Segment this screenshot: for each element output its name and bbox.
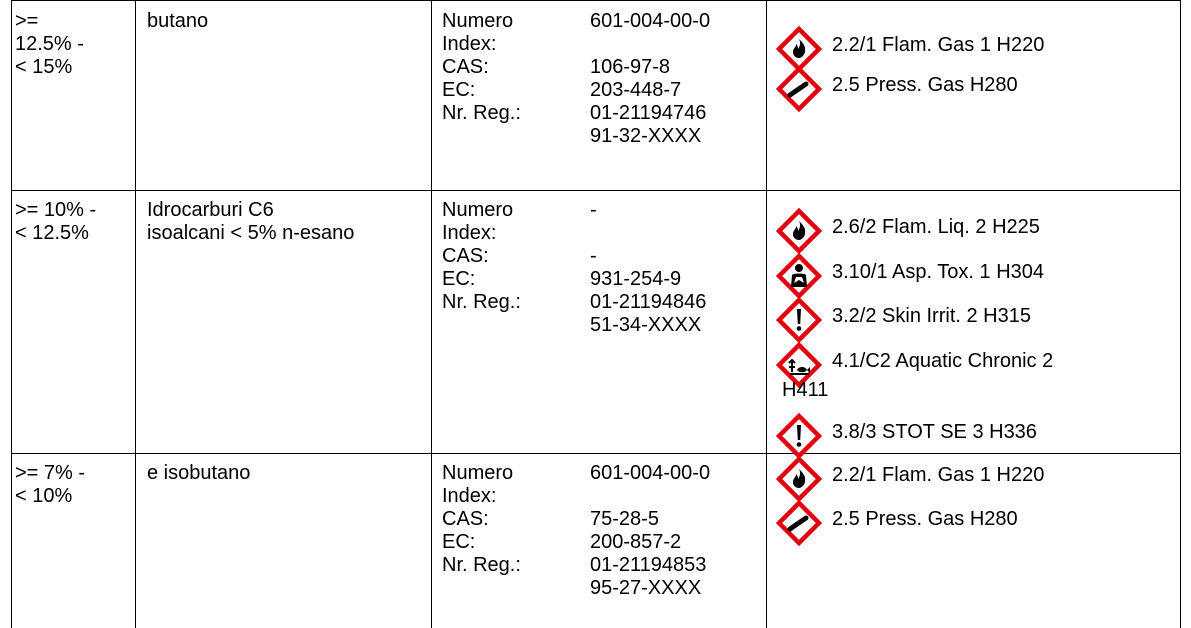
id-value: 931-254-9	[590, 268, 682, 290]
concentration: >= 7% -	[15, 462, 86, 484]
id-value: 01-21194853	[590, 554, 707, 576]
id-label: EC:	[442, 531, 476, 553]
concentration: < 15%	[15, 56, 73, 78]
hazard-text: 2.2/1 Flam. Gas 1 H220	[832, 34, 1045, 56]
hazard-statement	[778, 421, 1037, 459]
id-value: 01-21194846	[590, 291, 707, 313]
hazard-text: 3.10/1 Asp. Tox. 1 H304	[832, 261, 1045, 283]
id-label: CAS:	[442, 245, 489, 267]
hazard-statement	[778, 261, 1044, 299]
id-value: 601-004-00-0	[590, 10, 711, 32]
id-value: 75-28-5	[590, 508, 659, 530]
id-value: -	[590, 199, 597, 221]
gas-cylinder-pictogram-icon	[776, 500, 822, 546]
id-label: Nr. Reg.:	[442, 554, 521, 576]
flame-pictogram-icon	[776, 208, 822, 254]
substance-name: Idrocarburi C6	[147, 199, 274, 221]
id-value: 95-27-XXXX	[590, 577, 702, 599]
hazard-text: 2.6/2 Flam. Liq. 2 H225	[832, 216, 1040, 238]
hazard-statement	[778, 74, 1018, 112]
id-value: -	[590, 245, 597, 267]
health-hazard-pictogram-icon	[776, 253, 822, 299]
exclamation-pictogram-icon	[776, 297, 822, 343]
concentration: >=	[15, 10, 39, 32]
hazard-text: 4.1/C2 Aquatic Chronic 2	[832, 350, 1054, 372]
id-label: Nr. Reg.:	[442, 102, 521, 124]
id-label: CAS:	[442, 508, 489, 530]
exclamation-pictogram-icon	[776, 413, 822, 459]
gas-cylinder-pictogram-icon	[776, 66, 822, 112]
concentration: < 10%	[15, 485, 73, 507]
id-label: EC:	[442, 268, 476, 290]
concentration: 12.5% -	[15, 33, 84, 55]
id-value: 106-97-8	[590, 56, 671, 78]
hazard-text: 2.2/1 Flam. Gas 1 H220	[832, 464, 1045, 486]
id-label: Numero	[442, 199, 514, 221]
column-divider	[135, 0, 136, 628]
id-label: Nr. Reg.:	[442, 291, 521, 313]
table-border	[11, 0, 1181, 1]
hazard-statement	[778, 216, 1040, 254]
id-label: Numero	[442, 462, 514, 484]
id-value: 91-32-XXXX	[590, 125, 702, 147]
concentration: >= 10% -	[15, 199, 97, 221]
id-value: 601-004-00-0	[590, 462, 711, 484]
hazard-statement	[778, 508, 1018, 546]
id-value: 51-34-XXXX	[590, 314, 702, 336]
hazard-text-continuation: H411	[782, 379, 829, 401]
hazard-text: 2.5 Press. Gas H280	[832, 74, 1018, 96]
id-label: Index:	[442, 485, 497, 507]
hazard-text: 3.8/3 STOT SE 3 H336	[832, 421, 1037, 443]
substance-name: e isobutano	[147, 462, 251, 484]
flame-pictogram-icon	[776, 456, 822, 502]
hazard-text: 2.5 Press. Gas H280	[832, 508, 1018, 530]
column-divider	[11, 0, 12, 628]
hazard-text: 3.2/2 Skin Irrit. 2 H315	[832, 305, 1031, 327]
table-border	[1180, 0, 1181, 628]
id-label: EC:	[442, 79, 476, 101]
hazard-statement	[778, 464, 1044, 502]
hazard-statement	[778, 350, 1162, 388]
id-label: Numero	[442, 10, 514, 32]
id-label: CAS:	[442, 56, 489, 78]
substance-name: butano	[147, 10, 209, 32]
id-value: 203-448-7	[590, 79, 682, 101]
id-label: Index:	[442, 222, 497, 244]
id-value: 01-21194746	[590, 102, 707, 124]
substance-name: isoalcani < 5% n-esano	[147, 222, 355, 244]
row-divider	[11, 190, 1181, 191]
id-value: 200-857-2	[590, 531, 682, 553]
id-label: Index:	[442, 33, 497, 55]
hazard-statement	[778, 305, 1031, 343]
column-divider	[766, 0, 767, 628]
column-divider	[431, 0, 432, 628]
concentration: < 12.5%	[15, 222, 89, 244]
